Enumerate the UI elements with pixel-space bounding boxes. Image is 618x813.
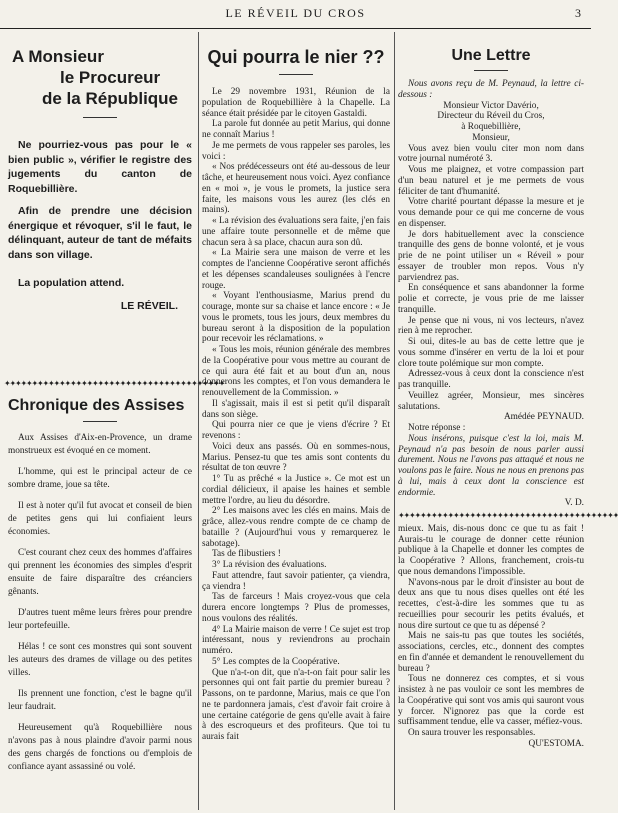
signature: Amédée PEYNAUD. <box>503 412 584 423</box>
column-divider-left <box>198 32 199 810</box>
article-title: Qui pourra le nier ?? <box>207 47 385 67</box>
ornament-border: ✦✦✦✦✦✦✦✦✦✦✦✦✦✦✦✦✦✦✦✦✦✦✦✦✦✦✦✦✦✦✦✦✦✦✦✦✦✦✦✦ <box>398 511 618 520</box>
page-number: 3 <box>575 6 581 20</box>
article-une-lettre: Une Lettre Nous avons reçu de M. Peynaud, la lettre ci-dessous : Monsieur Victor Davério, Directeur du Réveil du Cros, à Roquebillière, Monsieur, Vous avez bien voulu citer mon nom dans votre journal numéroté 3. Vous me plaignez, et votre compassion part d'un beau naturel et je me permets de vous féliciter de tant d'humanité. Votre charité pourtant dépasse la mesure et je vous demande pour ce qui me concerne de vous en dispenser. Je dors habituellement avec la conscience tranquille des gens de bonne volonté, et je vous prie de ne point utiliser un « Réveil » pour essayer de troubler mon repos. Vous n'y parviendrez pas. En conséquence et sans abandonner la forme polie et correcte, je vous prie de me laisser tranquille. Je pense que ni vous, ni vos lecteurs, n'avez rien à me reprocher. Si oui, dites-le au bas de cette lettre que je vous somme d'insérer en vertu de la loi et pour clore toute polémique sur mon compte. Adressez-vous à ceux dont la conscience n'est pas tranquille. Veuillez agréer, Monsieur, mes sincères salutations. Amédée PEYNAUD. Notre réponse : Nous insérons, puisque c'est la loi, mais M. Peynaud n'a pas besoin de nous parler aussi durement. Nous ne l'avons pas attaqué et nous ne voulons pas le faire. Nous ne nous en prenons pas à lui, mais à ceux dont la conscience est endormie. V. D. ✦✦✦✦✦✦✦✦✦✦✦✦✦✦✦✦✦✦✦✦✦✦✦✦✦✦✦✦✦✦✦✦✦✦✦✦✦✦✦✦ mieux. Mais, dis-nous donc ce que tu as fait ! Aurais-tu le courage de donner cette réunion publique à la Chapelle et donner les comptes de la Coopérative ? Allons, franchement, crois-tu que nous demandons l'impossible. N'avons-nous par le droit d'insister au bout de deux ans que tu nous dises quelles ont été les recettes, c'est-à-dire les sommes que tu as recueillies pour secourir les petits évalués, et nous dire surtout ce que tu as dépensé ? Mais ne sais-tu pas que toutes les sociétés, associations, cercles, etc., donnent des comptes en fin d'année et demandent le renouvellement du bureau ? Tous ne donnerez ces comptes, et si vous insistez à ne pas vouloir ce sont les membres de la Coopérative qui sont vos amis qui sauront vous y forcer. N'ignorez pas que la corde est suffisamment tendue, elle va casser, méfiez-vous. On saura trouver les responsables. QU'ESTOMA. <box>398 47 618 749</box>
title-rule <box>83 117 117 118</box>
article-procureur: A Monsieur le Procureur de la République Ne pourriez-vous pas pour le « bien public », vérifier le registre des jugements du canton de Roquebillière. Afin de prendre une décision énergique et révoquer, s'il le faut, le délinquant, auteur de tant de méfaits dans son village. La population attend. LE RÉVEIL. <box>8 47 192 312</box>
title-rule <box>474 70 508 71</box>
article-chronique: Chronique des Assises Aux Assises d'Aix-en-Provence, un drame monstrueux est évoqué en ce moment. L'homme, qui est le principal acteur de ce sombre drame, joue sa tête. Il est à noter qu'il fut avocat et conseil de bien de petites gens qui lui confiaient leurs économies. C'est courant chez ceux des hommes d'affaires qui prennent les économies des simples d'esprit ensuite de faire disparaître des créanciers gênants. D'autres tuent même leurs frères pour prendre leur portefeuille. Hélas ! ce sont ces monstres qui sont souvent les auteurs des drames de village ou des petites villes. Ils prennent une fonction, c'est le bagne qu'il leur faudrait. Heureusement qu'à Roquebillière nous n'avons pas à nous plaindre d'avoir parmi nous des gens chargés de fonctions ou d'emplois de confiance ayant assassiné ou volé. <box>8 397 192 772</box>
header-rule <box>0 28 591 29</box>
signature-line: La population attend. <box>18 277 125 289</box>
article-title: Une Lettre <box>451 47 531 64</box>
signature: LE RÉVEIL. <box>120 299 178 312</box>
title-rule <box>279 74 313 75</box>
signature: QU'ESTOMA. <box>528 738 584 749</box>
newspaper-title: LE RÉVEIL DU CROS <box>225 6 366 20</box>
article-qui-pourra: Qui pourra le nier ?? Le 29 novembre 1931, Réunion de la population de Roquebillière à la Chapelle. La séance était présidée par le citoyen Gastaldi. La parole fut donnée au petit Marius, qui donne ne connaît Marius ! Je me permets de vous rappeler ses paroles, les voici : « Nos prédécesseurs ont été au-dessous de leur tâche, et heureusement nous voici. Ayez confiance en « moi », je vous le promets, la justice sera faite, les maisons vous les aurez (les clés en mains). « La révision des évaluations sera faite, j'en fais une affaire toute personnelle et de même que chacun sera à sa place, chacun aura son dû. « La Mairie sera une maison de verre et les comptes de l'ancienne Coopérative seront affichés et les dépenses scandaleuses soulignées à l'encre rouge. « Voyant l'enthousiasme, Marius prend du courage, monte sur sa chaise et lance encore : « Je vous le promets, tous les jours, deux membres du bureau seront à la disposition de la population pour recevoir les réclamations. » « Tous les mois, réunion générale des membres de la Coopérative pour vous mettre au courant de ce qui aura été fait et au bout d'un an, nous donnerons les comptes, et l'on vous demandera le renouvellement de la Commission. » Il s'agissait, mais il est si petit qu'il disparaît dans son siège. Qui pourra nier ce que je viens d'écrire ? Et revenons : Voici deux ans passés. Où en sommes-nous, Marius. Pensez-tu que tes amis sont contents du résultat de ton œuvre ? 1° Tu as prêché « la Justice ». Ce mot est un cordial délicieux, il apaise les haines et semble mettre l'ordre, au lieu du désordre. 2° Les maisons avec les clés en mains. Mais de grâce, allez-vous rendre compte de ce champ de bataille ? (Aujourd'hui vous y remarquerez le sabotage). Tas de flibustiers ! 3° La révision des évaluations. Faut attendre, faut savoir patienter, ça viendra, ça viendra ! Tas de farceurs ! Mais croyez-vous que cela durera encore longtemps ? Plus de promesses, nous voulons des réalités. 4° La Mairie maison de verre ! Ce sujet est trop intéressant, nous y reviendrons au prochain numéro. 5° Les comptes de la Coopérative. Que n'a-t-on dit, que n'a-t-on fait pour salir les personnes qui ont fait partie du premier bureau ? Passons, on te pardonne, Marius, mais ce que l'on ne te pardonnera jamais, c'est d'avoir fait croire à une certaine catégorie de gens qu'elle avait à faire à des escroqueurs et des profiteurs. Que toi tu aurais fait <box>202 47 390 742</box>
page-header <box>0 6 591 24</box>
signature: V. D. <box>564 498 584 509</box>
article-title: Chronique des Assises <box>8 397 185 414</box>
column-divider-right <box>394 32 395 810</box>
ornament-border: ✦✦✦✦✦✦✦✦✦✦✦✦✦✦✦✦✦✦✦✦✦✦✦✦✦✦✦✦✦✦✦✦✦✦✦✦✦✦✦✦ <box>4 379 225 388</box>
article-title: A Monsieur le Procureur de la République <box>12 47 179 108</box>
title-rule <box>83 421 117 422</box>
